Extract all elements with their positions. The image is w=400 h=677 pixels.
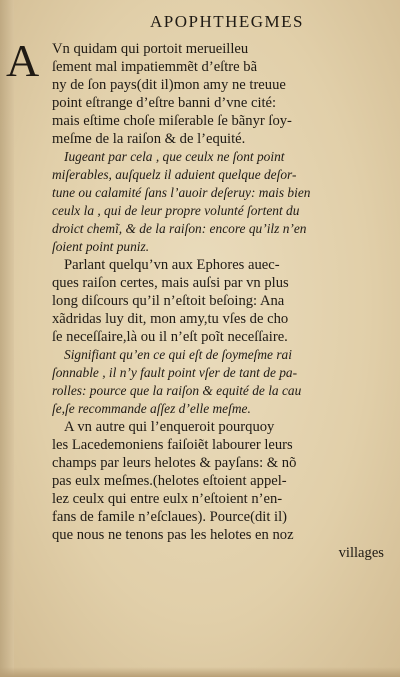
text-line: pas eulx meſmes.(helotes eſtoient appel- [52,473,287,489]
text-line: champs par leurs helotes & payſans: & nõ [52,455,297,471]
text-line: lez ceulx qui entre eulx n’eſtoient n’en- [52,491,283,507]
page-gutter-shadow [0,0,14,677]
text-line: rolles: pource que la raiſon & equité de la cau [52,383,302,398]
text-line: droict chemĩ, & de la raiſon: encore qu’ilz n’en [52,221,307,236]
text-line: point eſtrange d’eſtre banni d’vne cité: [52,95,277,111]
running-header: APOPHTHEGMES [149,12,305,31]
text-line: que nous ne tenons pas les helotes en noz [52,527,294,543]
text-line: les Lacedemoniens faiſoiẽt labourer leurs [52,437,293,453]
text-line: ſe neceſſaire,là ou il n’eſt poĩt neceſſaire. [52,329,288,345]
text-line: tune ou calamité ſans l’auoir deſeruy: mais bien [52,185,311,200]
text-line: xãdridas luy dit, mon amy,tu vſes de cho [52,311,289,327]
text-line: ſonnable , il n’y fault point vſer de tant de pa- [52,365,298,380]
text-line: mais eſtime choſe miſerable ſe bãnyr ſoy- [52,113,292,129]
catchword: villages [338,545,384,561]
text-line: ſement mal impatiemmẽt d’eſtre bã [52,59,258,75]
text-line: Iugeant par cela , que ceulx ne ſont point [64,149,285,164]
text-line: long diſcours qu’il n’eſtoit beſoing: Ana [52,293,285,309]
text-line: ceulx la , qui de leur propre volunté ſortent du [52,203,300,218]
text-line: ſe,ſe recommande aſſez d’elle meſme. [52,401,251,416]
text-line: Parlant quelqu’vn aux Ephores auec- [64,257,280,273]
text-line: fans de famile n’eſclaues). Pource(dit il) [52,509,288,525]
text-line: ſoient point puniz. [52,239,150,254]
page-bottom-edge [0,667,400,677]
text-block [6,35,392,562]
text-line: Vn quidam qui portoit merueilleu [52,41,249,57]
text-line: miſerables, auſquelz il aduient quelque deſor- [52,167,297,182]
text-line: Signifiant qu’en ce qui eſt de ſoymeſme rai [64,347,292,362]
text-line: ny de ſon pays(dit il)mon amy ne treuue [52,77,286,93]
text-line: ques raiſon certes, mais auſsi par vn plus [52,275,289,291]
text-line: A vn autre qui l’enqueroit pourquoy [64,419,275,435]
text-line: meſme de la raiſon & de l’equité. [52,131,246,147]
drop-cap: A [6,35,40,86]
